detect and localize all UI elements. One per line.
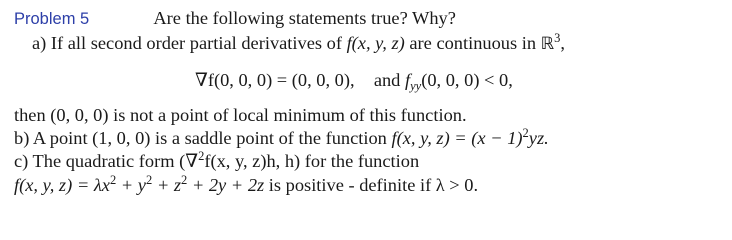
statement-b <box>14 127 549 149</box>
statement-c-pre: c) The quadratic form (∇ <box>14 151 199 171</box>
statement-a-function: f(x, y, z) <box>346 33 405 53</box>
problem-label: Problem 5 <box>14 10 90 28</box>
gradient-condition: ∇f(0, 0, 0) = (0, 0, 0), <box>195 70 355 90</box>
statement-a-space: ℝ$^3$, <box>540 31 565 54</box>
second-derivative-condition: $f_{yy}(0$, 0, 0) < 0, <box>404 70 513 93</box>
statement-c-function-line <box>14 174 478 196</box>
condition-and: and <box>373 70 401 90</box>
statement-c-post: f(x, y, z)h, h) for the function <box>204 151 420 171</box>
statement-c <box>14 150 419 172</box>
statement-a-line1 <box>32 32 565 55</box>
statement-a-conclusion: then (0, 0, 0) is not a point of local minimum of this function. <box>14 105 467 125</box>
statement-a-condition <box>195 69 513 91</box>
statement-c-function: f(x, y, $z) = \lambda x^2 + y^2 + z^2 + 2y + 2z$ <box>14 173 265 195</box>
problem-question: Are the following statements true? Why? <box>153 8 456 28</box>
statement-b-function: f(x, y, $z) = (x - 1)^2yz$. <box>391 126 549 148</box>
statement-b-text: b) A point (1, 0, 0) is a saddle point of the function <box>14 128 387 148</box>
problem-header <box>14 7 456 30</box>
statement-a-intro: a) If all second order partial derivatives of <box>32 33 342 53</box>
statement-c-tail: is positive - definite if λ > 0. <box>268 175 479 195</box>
statement-a-continuous: are continuous in <box>409 33 537 53</box>
statement-c-exp: 2 <box>198 149 205 164</box>
